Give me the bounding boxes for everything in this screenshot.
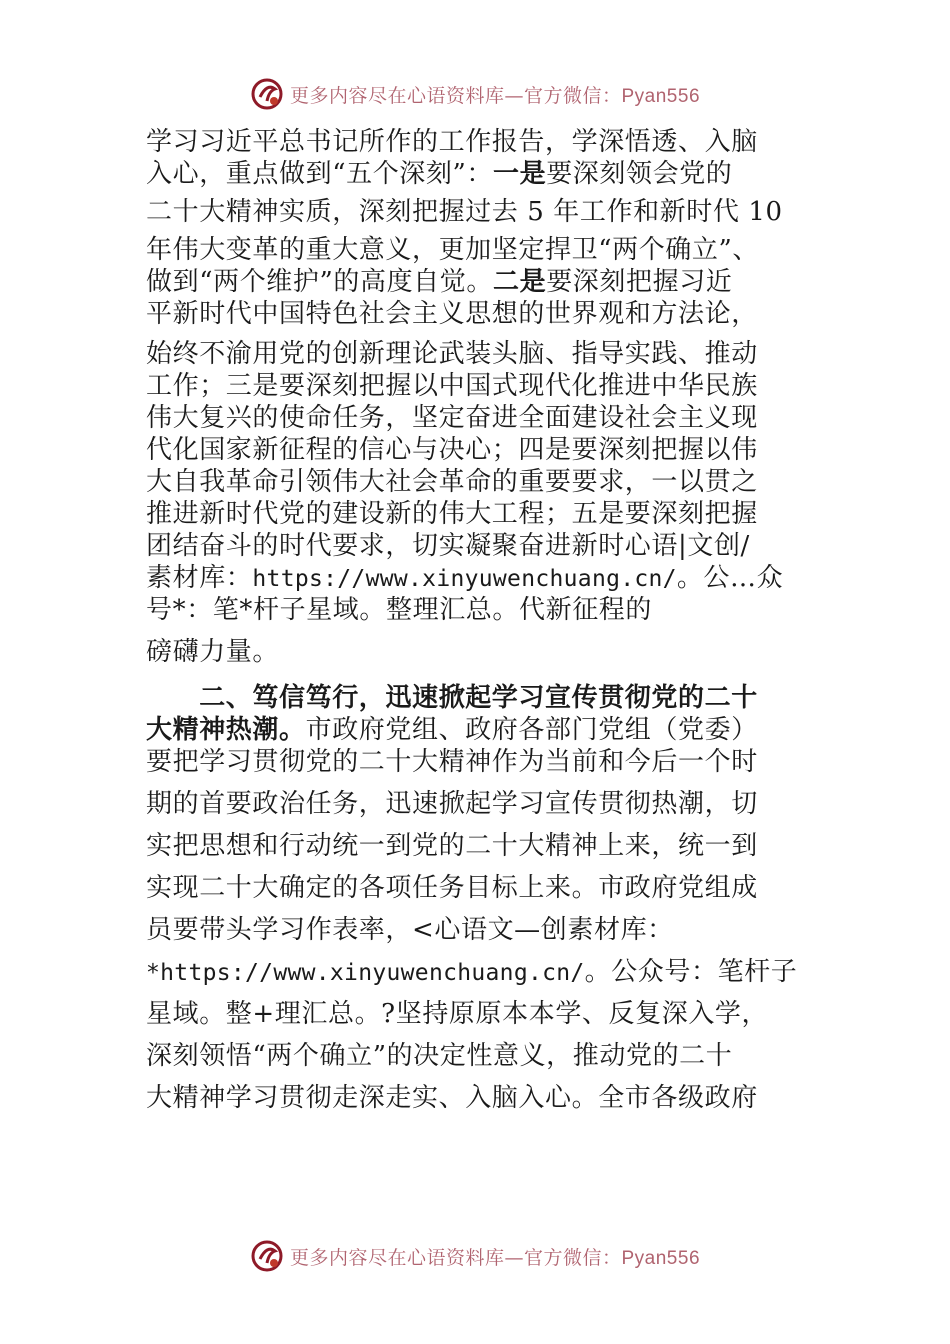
text-line — [146, 914, 674, 946]
text-segment: 磅礴力量。 — [146, 637, 280, 667]
bold-text-segment: 二、笃信笃行，迅速掀起学习宣传贯彻党的二十 — [146, 683, 758, 713]
text-line — [146, 234, 759, 266]
banner-text — [290, 1243, 700, 1270]
text-line — [146, 636, 279, 668]
text-segment: 员要带头学习作表率，<心语文—创素材库： — [146, 915, 674, 945]
url-text-segment: https://www.xinyuwenchuang.cn/ — [252, 566, 677, 592]
text-segment: 年伟大变革的重大意义，更加坚定捍卫“两个确立”、 — [146, 235, 759, 265]
text-segment: 。公…众 — [676, 563, 784, 593]
bold-text-segment: 二是 — [492, 267, 547, 297]
banner-label: 更多内容尽在心语资料库—官方微信： — [289, 84, 622, 107]
text-line — [146, 266, 732, 298]
logo-icon — [250, 77, 284, 111]
text-segment: 工作；三是要深刻把握以中国式现代化推进中华民族 — [146, 371, 758, 401]
text-line — [146, 562, 783, 594]
text-line — [146, 298, 758, 330]
text-segment: 实把思想和行动统一到党的二十大精神上来，统一到 — [146, 831, 758, 861]
url-text-segment: *https://www.xinyuwenchuang.cn/ — [146, 960, 585, 986]
text-segment: 。公众号：笔杆子 — [584, 957, 798, 987]
text-line — [146, 370, 758, 402]
text-line — [146, 746, 758, 778]
text-line — [146, 956, 797, 988]
text-line — [146, 126, 758, 158]
banner-label: 更多内容尽在心语资料库—官方微信： — [289, 1246, 622, 1269]
wechat-id: Pyan556 — [621, 1247, 701, 1269]
text-line — [146, 998, 768, 1030]
text-line — [146, 788, 758, 820]
wechat-id: Pyan556 — [621, 85, 701, 107]
header-watermark-banner — [0, 74, 950, 114]
text-segment: 入心，重点做到“五个深刻”： — [146, 159, 493, 189]
text-segment: 大精神学习贯彻走深走实、入脑入心。全市各级政府 — [146, 1083, 758, 1113]
text-segment: 号*：笔*杆子星域。整理汇总。代新征程的 — [146, 595, 653, 625]
bold-text-segment: 一是 — [492, 159, 547, 189]
text-line — [146, 714, 758, 746]
text-segment: 二十大精神实质，深刻把握过去 5 年工作和新时代 10 — [146, 197, 783, 227]
text-segment: 要深刻领会党的 — [546, 159, 733, 189]
text-segment: 学习习近平总书记所作的工作报告，学深悟透、入脑 — [146, 127, 758, 157]
bold-text-segment: 大精神热潮。 — [146, 715, 306, 745]
text-segment: 伟大复兴的使命任务，坚定奋进全面建设社会主义现 — [146, 403, 758, 433]
text-segment: 期的首要政治任务，迅速掀起学习宣传贯彻热潮，切 — [146, 789, 758, 819]
text-segment: 要深刻把握习近 — [546, 267, 733, 297]
logo-icon — [250, 1239, 284, 1273]
text-segment: 实现二十大确定的各项任务目标上来。市政府党组成 — [146, 873, 758, 903]
text-segment: 做到“两个维护”的高度自觉。 — [146, 267, 493, 297]
text-line — [146, 682, 758, 714]
text-segment: 大自我革命引领伟大社会革命的重要要求，一以贯之 — [146, 467, 758, 497]
text-line — [146, 1040, 732, 1072]
text-segment: 要把学习贯彻党的二十大精神作为当前和今后一个时 — [146, 747, 758, 777]
text-segment: 始终不渝用党的创新理论武装头脑、指导实践、推动 — [146, 339, 758, 369]
text-line — [146, 498, 758, 530]
text-line — [146, 158, 732, 190]
text-line — [146, 434, 758, 466]
text-line — [146, 1082, 758, 1114]
text-line — [146, 466, 758, 498]
text-segment: 代化国家新征程的信心与决心；四是要深刻把握以伟 — [146, 435, 758, 465]
banner-text — [290, 81, 700, 108]
text-segment: 星域。整+理汇总。?坚持原原本本学、反复深入学， — [146, 999, 769, 1029]
text-line — [146, 196, 783, 228]
text-segment: 素材库： — [146, 563, 253, 593]
text-line — [146, 530, 750, 562]
text-line — [146, 402, 758, 434]
text-line — [146, 594, 652, 626]
text-segment: 平新时代中国特色社会主义思想的世界观和方法论， — [146, 299, 758, 329]
text-line — [146, 830, 758, 862]
footer-watermark-banner — [0, 1236, 950, 1276]
text-segment: 团结奋斗的时代要求，切实凝聚奋进新时心语|文创/ — [146, 531, 750, 561]
text-line — [146, 872, 758, 904]
text-line — [146, 338, 758, 370]
text-segment: 市政府党组、政府各部门党组（党委） — [305, 715, 758, 745]
text-segment: 推进新时代党的建设新的伟大工程；五是要深刻把握 — [146, 499, 758, 529]
text-segment: 深刻领悟“两个确立”的决定性意义，推动党的二十 — [146, 1041, 733, 1071]
